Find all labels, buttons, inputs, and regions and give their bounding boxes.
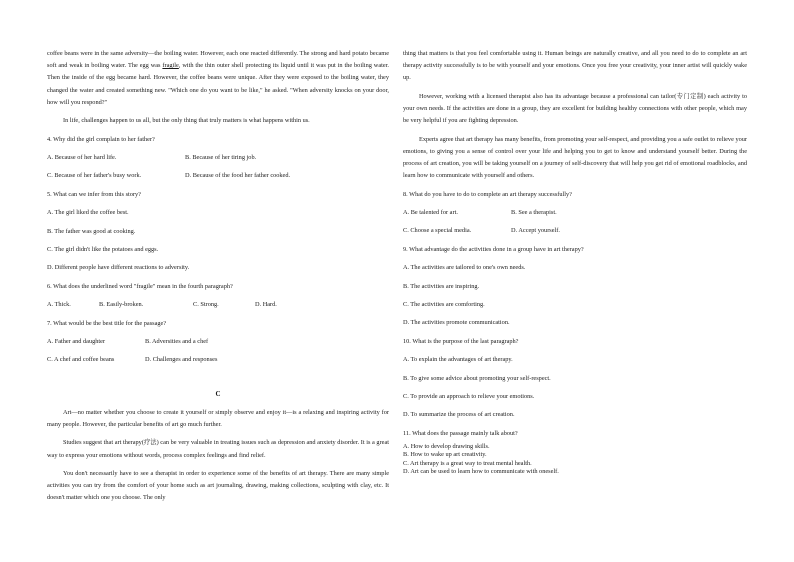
option-a[interactable]: A. The activities are tailored to one's own needs. — [403, 264, 526, 272]
question-6: 6. What does the underlined word "fragile" mean in the fourth paragraph? — [47, 282, 233, 290]
left-column — [47, 48, 389, 505]
story-paragraph: coffee beans were in the same adversity—the boiling water. However, each one reacted differently. The strong and hard potato became soft and weak in boiling water. The egg was fragile, with the thin outer shell protecting its liquid until it was put in the boiling water. Then the inside of the egg became hard. However, the coffee beans were unique. After they were exposed to the boiling water, they changed the water and created something new. "Which one do you want to be like," he asked. "When adversity knocks on your door, how will you respond?" — [47, 50, 389, 106]
passage-c-paragraph-1: Art—no matter whether you choose to create it yourself or simply observe and enjoy it—is a relaxing and inspiring activity for many people. However, the particular benefits of art go much further. — [47, 408, 389, 429]
option-a[interactable]: A. To explain the advantages of art therapy. — [403, 356, 513, 364]
right-column — [403, 48, 747, 477]
option-d[interactable]: D. Different people have different reactions to adversity. — [47, 264, 190, 272]
option-c[interactable]: C. The girl didn't like the potatoes and eggs. — [47, 245, 159, 253]
option-d[interactable]: D. To summarize the process of art creation. — [403, 411, 515, 419]
option-a[interactable]: A. Thick. — [47, 301, 71, 309]
passage-c-paragraph-2: Studies suggest that art therapy(疗法) can be very valuable in treating issues such as depression and anxiety disorder. It is a great way to express your emotions without words, process complex feelings and find relief. — [47, 439, 389, 459]
question-10: 10. What is the purpose of the last paragraph? — [403, 337, 519, 345]
option-d[interactable]: D. Accept yourself. — [511, 227, 560, 235]
option-a[interactable]: A. The girl liked the coffee best. — [47, 209, 129, 217]
question-7-options-row-2 — [47, 354, 389, 366]
passage-c-paragraph-4: However, working with a licensed therapist also has its advantage because a professional can tailor(专门定制) each activity to your own needs. If the activities are done in a group, they are excellent for building healthy connections with other people, which may be very helpful if you are fighting depression. — [403, 92, 747, 125]
passage-c-paragraph-5: Experts agree that art therapy has many benefits, from promoting your self-respect, and providing you a safe outlet to relieve your emotions, to giving you a sense of control over your life and helping you to get to know and understand yourself better. During the process of art creation, you will be taking yourself on a journey of self-discovery that will help you get rid of emotional roadblocks, and learn how to communicate with yourself and others. — [403, 135, 747, 180]
option-c[interactable]: C. To provide an approach to relieve your emotions. — [403, 392, 535, 400]
option-b[interactable]: B. The activities are inspiring. — [403, 282, 480, 290]
option-d[interactable]: D. Art can be used to learn how to communicate with oneself. — [403, 468, 559, 476]
question-11: 11. What does the passage mainly talk about? — [403, 429, 518, 437]
story-conclusion: In life, challenges happen to us all, but the only thing that truly matters is what happens within us. — [63, 117, 310, 125]
section-heading: C — [215, 390, 221, 399]
option-a[interactable]: A. Be talented for art. — [403, 208, 458, 216]
option-a[interactable]: A. Father and daughter — [47, 337, 106, 345]
question-4-options-row-2 — [47, 170, 389, 182]
option-d[interactable]: D. Challenges and responses — [145, 356, 218, 364]
option-c[interactable]: C. Choose a special media. — [403, 227, 472, 235]
question-8-options-row-2 — [403, 225, 747, 237]
option-b[interactable]: B. Because of her tiring job. — [185, 153, 257, 161]
option-c[interactable]: C. The activities are comforting. — [403, 300, 485, 308]
question-7: 7. What would be the best title for the passage? — [47, 319, 167, 327]
option-a[interactable]: A. How to develop drawing skills. — [403, 442, 490, 450]
passage-c-paragraph-3: You don't necessarily have to see a therapist in order to experience some of the benefits of art therapy. There are many simple activities you can try from the comfort of your home such as art journaling, drawing, making collections, sculpting with clay, etc. It doesn't matter which one you choose. The only — [47, 470, 389, 502]
question-6-options — [47, 299, 389, 311]
option-c[interactable]: C. A chef and coffee beans — [47, 356, 115, 364]
option-b[interactable]: B. Adversities and a chef — [145, 337, 209, 345]
question-8: 8. What do you have to do to complete an art therapy successfully? — [403, 190, 572, 198]
option-b[interactable]: B. The father was good at cooking. — [47, 227, 136, 235]
option-c[interactable]: C. Because of her father's busy work. — [47, 172, 142, 180]
option-d[interactable]: D. Because of the food her father cooked. — [185, 172, 291, 180]
question-8-options-row-1 — [403, 207, 747, 219]
passage-c-paragraph-3-continued: thing that matters is that you feel comfortable using it. Human beings are naturally creative, and all you need to do to complete an art therapy activity successfully is to be with yourself and your emotions. Once you free your creativity, your inner artist will quickly wake up. — [403, 50, 747, 82]
option-d[interactable]: D. Hard. — [255, 301, 277, 309]
underlined-word: fragile — [162, 62, 179, 70]
question-4-options-row-1 — [47, 152, 389, 164]
option-b[interactable]: B. Easily-broken. — [99, 301, 144, 309]
option-b[interactable]: B. How to wake up art creativity. — [403, 451, 487, 459]
option-b[interactable]: B. To give some advice about promoting your self-respect. — [403, 374, 551, 382]
option-a[interactable]: A. Because of her hard life. — [47, 153, 117, 161]
option-c[interactable]: C. Strong. — [193, 301, 219, 309]
option-b[interactable]: B. See a therapist. — [511, 208, 557, 216]
option-c[interactable]: C. Art therapy is a great way to treat mental health. — [403, 459, 532, 467]
question-9: 9. What advantage do the activities done in a group have in art therapy? — [403, 245, 584, 253]
question-5: 5. What can we infer from this story? — [47, 190, 141, 198]
question-4: 4. Why did the girl complain to her father? — [47, 135, 155, 143]
option-d[interactable]: D. The activities promote communication. — [403, 319, 510, 327]
question-7-options-row-1 — [47, 336, 389, 348]
